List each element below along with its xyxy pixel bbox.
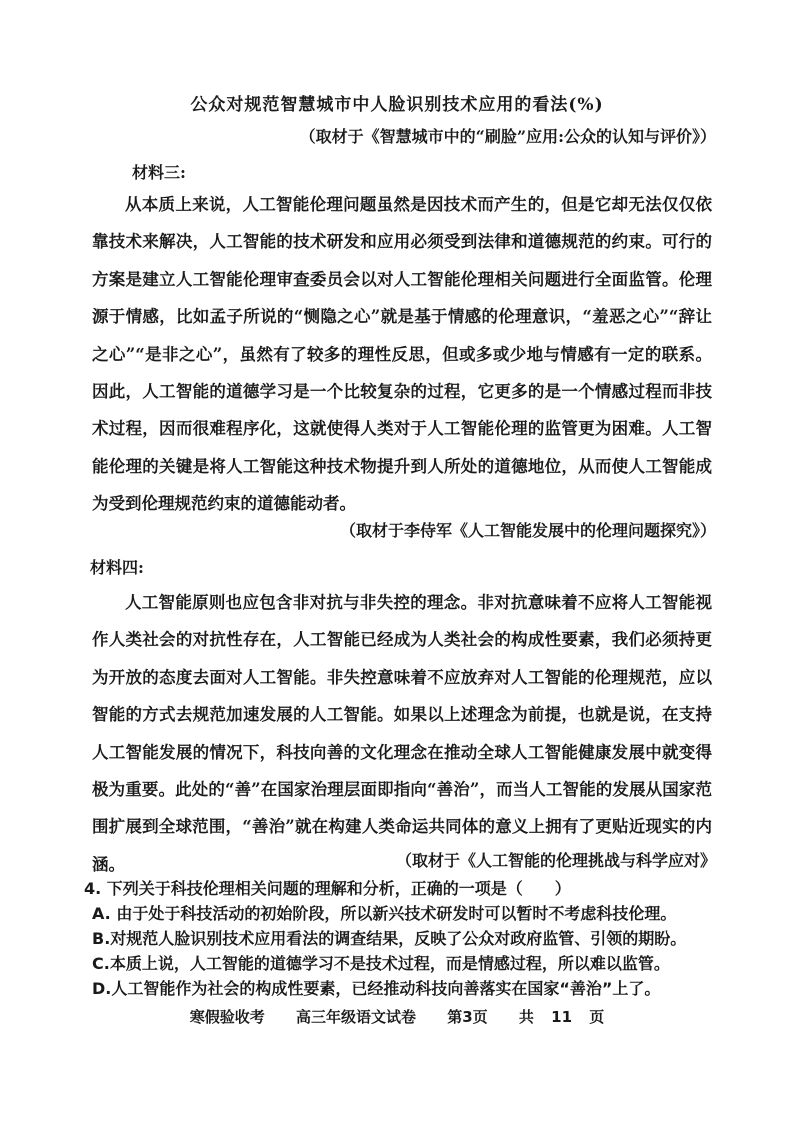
question-4 — [84, 876, 712, 1001]
option-b: B.对规范人脸识别技术应用看法的调查结果，反映了公众对政府监管、引领的期盼。 — [92, 929, 687, 948]
footer-exam: 寒假验收考 — [189, 1008, 265, 1026]
page-footer — [0, 1006, 794, 1027]
material4-text: 人工智能原则也应包含非对抗与非失控的理念。非对抗意味着不应将人工智能视作人类社会的对抗性存在，人工智能已经成为人类社会的构成性要素，我们必须持更为开放的态度去面对人工智能。非失控意味着不应放弃对人工智能的伦理规范，应以智能的方式去规范加速发展的人工智能。如果以上述理念为前提，也就是说，在支持人工智能发展的情况下，科技向善的文化理念在推动全球人工智能健康发展中就变得极为重要。此处的“善”在国家治理层面即指向“善治”，而当人工智能的发展从国家范围扩展到全球范围，“善治”就在构建人类命运共同体的意义上拥有了更贴近现实的内涵。 — [92, 593, 712, 874]
material4-source: （取材于《人工智能的伦理挑战与科学应对》 — [395, 851, 716, 870]
figure-title: 公众对规范智慧城市中人脸识别技术应用的看法(%) — [190, 95, 604, 115]
figure-source: （取材于《智慧城市中的“刷脸”应用:公众的认知与评价》） — [299, 127, 716, 146]
option-a: A. 由于处于科技活动的初始阶段，所以新兴技术研发时可以暂时不考虑科技伦理。 — [92, 904, 677, 923]
footer-page: 第3页 — [447, 1008, 488, 1026]
material3-source: （取材于李侍军《人工智能发展中的伦理问题探究》） — [339, 521, 716, 540]
footer-paper: 高三年级语文试卷 — [296, 1008, 417, 1026]
option-c: C.本质上说，人工智能的道德学习不是技术过程，而是情感过程，所以难以监管。 — [92, 954, 670, 973]
material3-text: 从本质上来说，人工智能伦理问题虽然是因技术而产生的，但是它却无法仅仅依靠技术来解决，人工智能的技术研发和应用必须受到法律和道德规范的约束。可行的方案是建立人工智能伦理审查委员会以对人工智能伦理相关问题进行全面监管。伦理源于情感，比如孟子所说的“恻隐之心”就是基于情感的伦理意识，“羞恶之心”“辞让之心”“是非之心”，虽然有了较多的理性反思，但或多或少地与情感有一定的联系。因此，人工智能的道德学习是一个比较复杂的过程，它更多的是一个情感过程而非技术过程，因而很难程序化，这就使得人类对于人工智能伦理的监管更为困难。人工智能伦理的关键是将人工智能这种技术物提升到人所处的道德地位，从而使人工智能成为受到伦理规范约束的道德能动者。 — [92, 195, 712, 514]
material4-heading: 材料四: — [90, 558, 144, 577]
question-stem: 4. 下列关于科技伦理相关问题的理解和分析，正确的一项是（ ） — [84, 879, 571, 898]
material3-heading: 材料三: — [132, 163, 186, 182]
footer-total: 共 11 页 — [518, 1008, 605, 1026]
option-d: D.人工智能作为社会的构成性要素，已经推动科技向善落实在国家“善治”上了。 — [92, 979, 661, 998]
